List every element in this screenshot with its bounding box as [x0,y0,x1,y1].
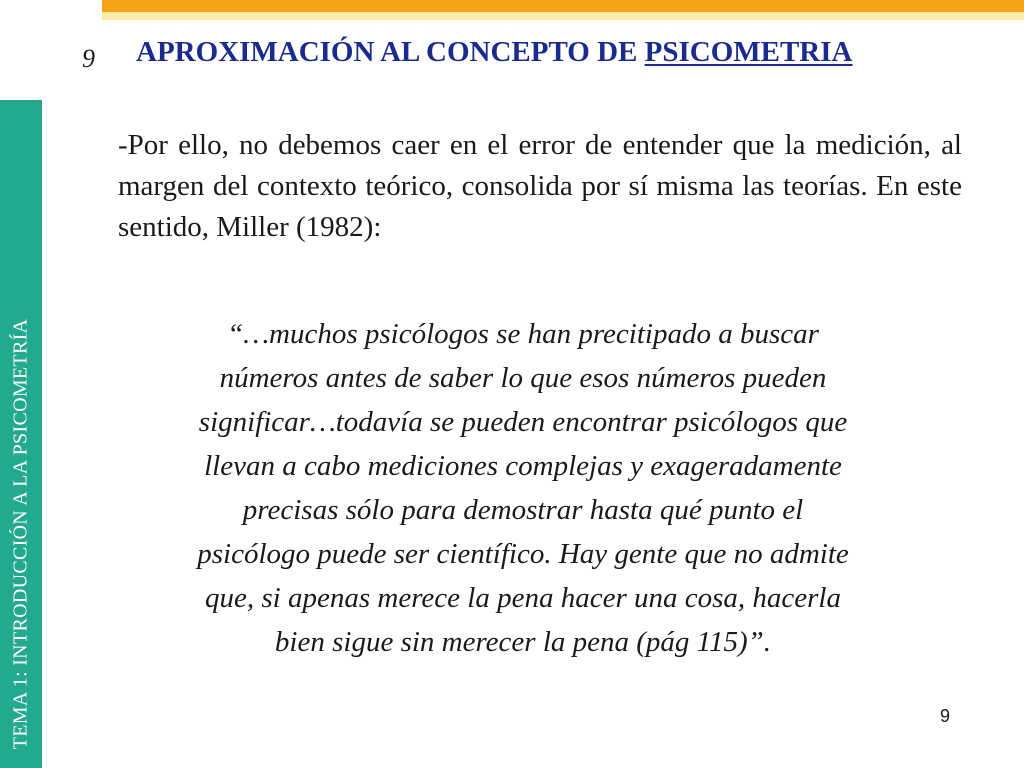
quote-line: bien sigue sin merecer la pena (pág 115)”. [274,626,772,658]
quote-line: “…muchos psicólogos se han precitipado a buscar [227,318,819,350]
page-number: 9 [940,706,951,726]
top-accent-bar-light [102,12,1024,20]
side-title-band [0,100,42,768]
top-accent-bar [102,0,1024,12]
header-slide-number: 9 [82,44,95,73]
page-title [136,36,852,69]
quote-line: significar…todavía se pueden encontrar psicólogos que [198,406,848,438]
miller-quote [104,312,942,664]
page-title-underlined: PSICOMETRIA [644,36,853,68]
quote-line: llevan a cabo mediciones complejas y exageradamente [204,450,842,482]
quote-line: precisas sólo para demostrar hasta qué punto el [242,494,804,526]
quote-line: que, si apenas merece la pena hacer una cosa, hacerla [205,582,841,614]
quote-line: psicólogo puede ser científico. Hay gente que no admite [197,538,849,570]
vertical-section-title: TEMA 1: INTRODUCCIÓN A LA PSICOMETRÍA [9,318,32,750]
quote-line: números antes de saber lo que esos números pueden [219,362,827,394]
page-title-main: APROXIMACIÓN AL CONCEPTO DE [136,36,645,68]
intro-paragraph: -Por ello, no debemos caer en el error de entender que la medición, al margen del contexto teórico, consolida por sí misma las teorías. En este sentido, Miller (1982): [118,129,962,243]
